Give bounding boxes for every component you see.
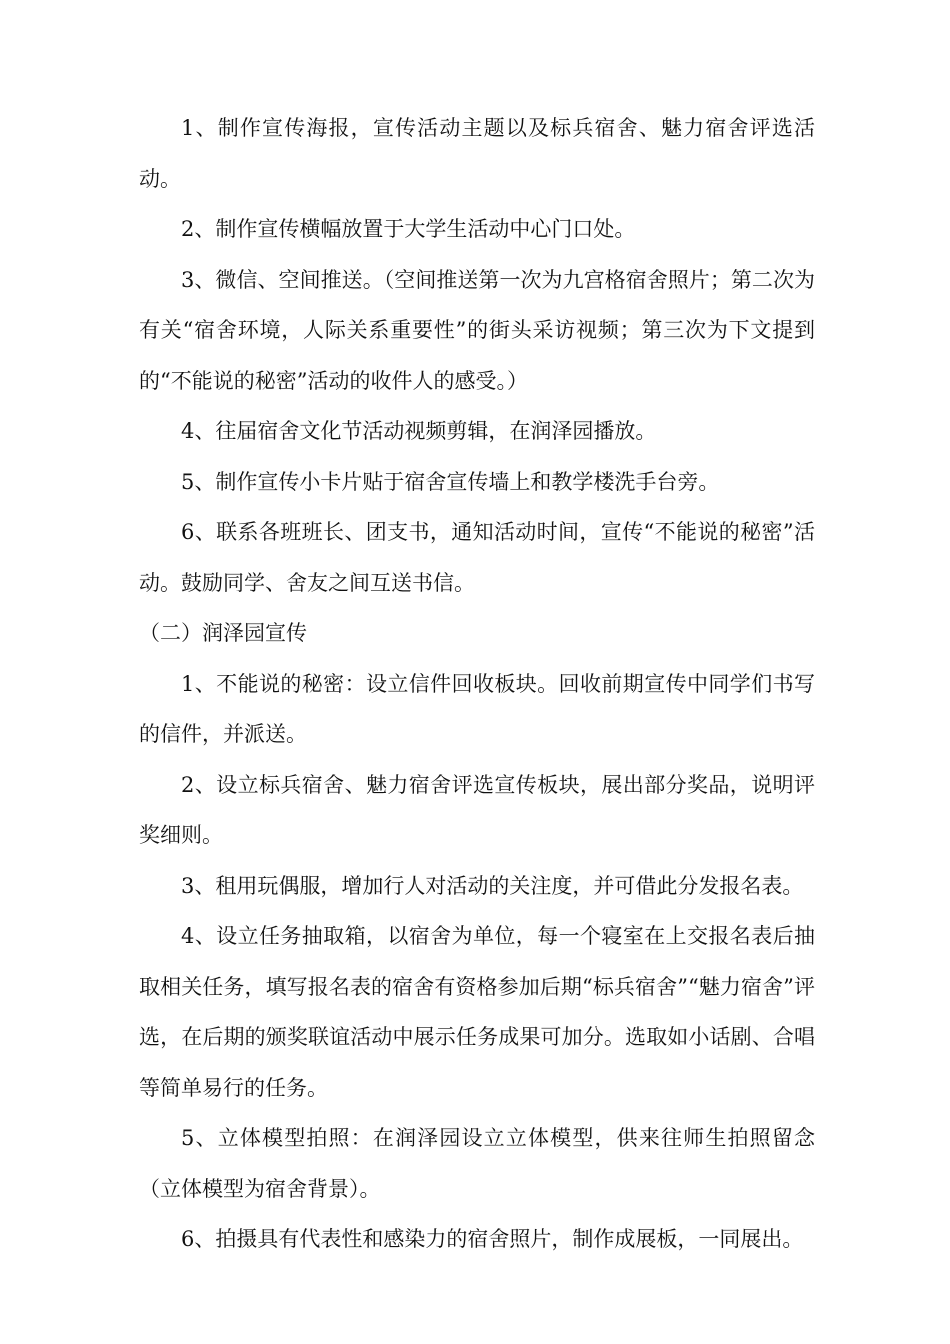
paragraph-4: 4、往届宿舍文化节活动视频剪辑，在润泽园播放。 — [181, 419, 657, 443]
section-paragraph-5: 5、立体模型拍照：在润泽园设立立体模型，供来往师生拍照留念（立体模型为宿舍背景）。 — [139, 1126, 815, 1201]
paragraph-2: 2、制作宣传横幅放置于大学生活动中心门口处。 — [181, 217, 636, 241]
section-paragraph-3: 3、租用玩偶服，增加行人对活动的关注度，并可借此分发报名表。 — [181, 873, 804, 898]
section-paragraph-2: 2、设立标兵宿舍、魅力宿舍评选宣传板块，展出部分奖品，说明评奖细则。 — [139, 772, 815, 847]
section-paragraph-6: 6、拍摄具有代表性和感染力的宿舍照片，制作成展板，一同展出。 — [181, 1227, 804, 1251]
document-body — [139, 103, 815, 1265]
section-paragraph-4: 4、设立任务抽取箱，以宿舍为单位，每一个寝室在上交报名表后抽取相关任务，填写报名表的宿舍有资格参加后期“标兵宿舍”“魅力宿舍”评选，在后期的颁奖联谊活动中展示任务成果可加分。选取如小话剧、合唱等简单易行的任务。 — [139, 924, 815, 1100]
paragraph-5: 5、制作宣传小卡片贴于宿舍宣传墙上和教学楼洗手台旁。 — [181, 469, 720, 494]
section-heading: （二）润泽园宣传 — [139, 621, 307, 645]
paragraph-1: 1、制作宣传海报，宣传活动主题以及标兵宿舍、魅力宿舍评选活动。 — [139, 116, 815, 191]
paragraph-6: 6、联系各班班长、团支书，通知活动时间，宣传“不能说的秘密”活动。鼓励同学、舍友之间互送书信。 — [139, 520, 815, 595]
paragraph-3: 3、微信、空间推送。（空间推送第一次为九宫格宿舍照片；第二次为有关“宿舍环境，人际关系重要性”的街头采访视频；第三次为下文提到的“不能说的秘密”活动的收件人的感受。） — [139, 267, 815, 393]
section-paragraph-1: 1、不能说的秘密：设立信件回收板块。回收前期宣传中同学们书写的信件，并派送。 — [139, 671, 815, 746]
